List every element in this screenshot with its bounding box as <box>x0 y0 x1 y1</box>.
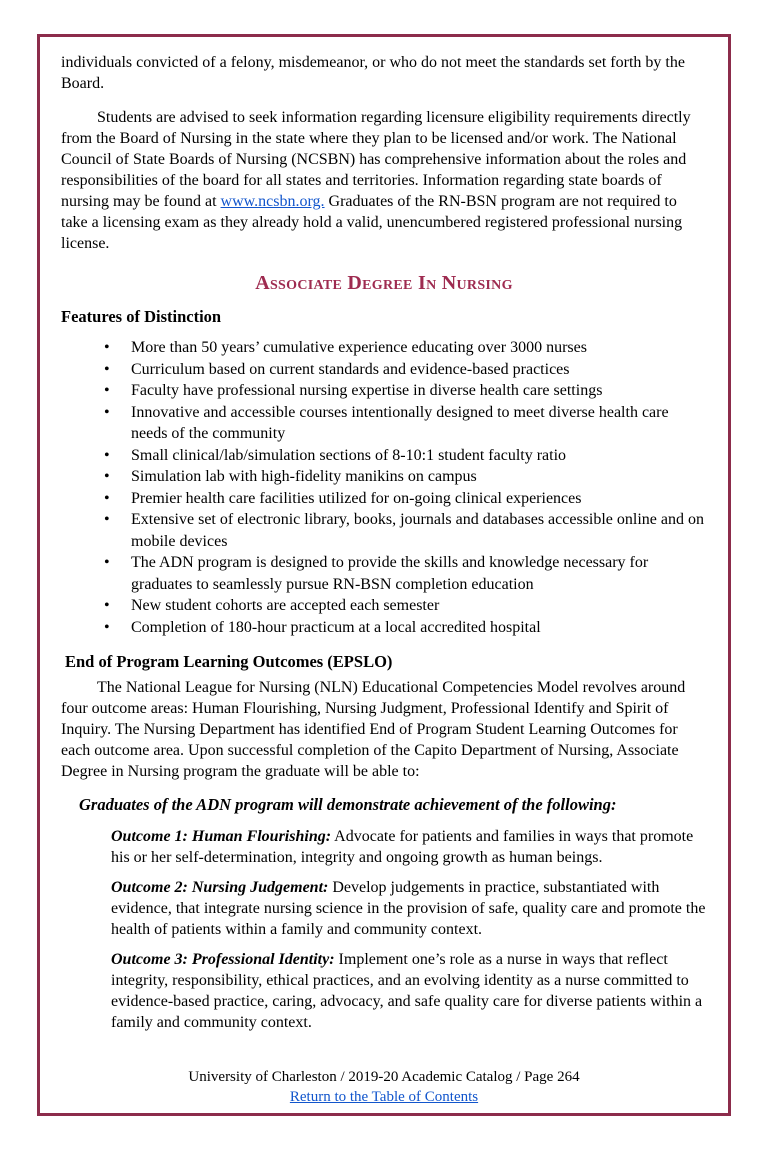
outcome-text: Advocate for patients and families in ways that promote his or her self-determination, integrity and ongoing growth as human beings. <box>111 828 694 866</box>
outcomes-list <box>61 826 707 1042</box>
catalog-page-frame <box>37 34 731 1116</box>
footer-citation-line: University of Charleston / 2019-20 Academic Catalog / Page 264 <box>188 1069 580 1085</box>
intro-continuation-paragraph: individuals convicted of a felony, misdemeanor, or who do not meet the standards set forth by the Board. <box>61 54 685 92</box>
feature-list-item: • Simulation lab with high-fidelity manikins on campus <box>131 466 707 488</box>
licensure-text-post: Graduates of the RN-BSN program are not required to take a licensing exam as they already hold a valid, unencumbered registered professional nursing license. <box>61 193 683 252</box>
outcome-label: Outcome 1: Human Flourishing: <box>111 828 332 845</box>
section-heading-associate-degree: Associate Degree In Nursing <box>255 272 513 294</box>
epslo-heading: End of Program Learning Outcomes (EPSLO) <box>65 652 393 671</box>
licensure-paragraph <box>61 107 707 254</box>
ncsbn-link[interactable]: www.ncsbn.org. <box>220 193 325 210</box>
outcome-paragraph <box>111 949 707 1033</box>
graduates-statement: Graduates of the ADN program will demonstrate achievement of the following: <box>79 795 617 814</box>
licensure-text-pre: Students are advised to seek information regarding licensure eligibility requirements directly from the Board of Nursing in the state where they plan to be licensed and/or work. The National Council of State Boards of Nursing (NCSBN) has comprehensive information about the roles and responsibilities of the board for all states and territories. Information regarding state boards of nursing may be found at <box>61 109 691 210</box>
feature-list-item: • Small clinical/lab/simulation sections of 8-10:1 student faculty ratio <box>131 445 707 467</box>
feature-list-item: • New student cohorts are accepted each semester <box>131 595 707 617</box>
return-to-toc-link[interactable]: Return to the Table of Contents <box>289 1089 479 1105</box>
outcome-label: Outcome 2: Nursing Judgement: <box>111 879 329 896</box>
page-footer <box>61 1067 707 1109</box>
feature-list-item: • The ADN program is designed to provide the skills and knowledge necessary for graduates to seamlessly pursue RN-BSN completion education <box>131 552 707 595</box>
feature-list-item: • Curriculum based on current standards and evidence-based practices <box>131 359 707 381</box>
feature-list-item: • Extensive set of electronic library, books, journals and databases accessible online and on mobile devices <box>131 509 707 552</box>
outcome-text: Develop judgements in practice, substantiated with evidence, that integrate nursing science in the provision of safe, quality care and promote the health of patients within a family and community context. <box>111 879 706 938</box>
features-of-distinction-heading: Features of Distinction <box>61 307 222 326</box>
outcome-paragraph <box>111 877 707 940</box>
features-list <box>61 337 707 638</box>
feature-list-item: • Faculty have professional nursing expertise in diverse health care settings <box>131 380 707 402</box>
feature-list-item: • Innovative and accessible courses intentionally designed to meet diverse health care needs of the community <box>131 402 707 445</box>
outcome-label: Outcome 3: Professional Identity: <box>111 951 335 968</box>
feature-list-item: • Premier health care facilities utilized for on-going clinical experiences <box>131 488 707 510</box>
feature-list-item: • More than 50 years’ cumulative experience educating over 3000 nurses <box>131 337 707 359</box>
outcome-paragraph <box>111 826 707 868</box>
feature-list-item: • Completion of 180-hour practicum at a local accredited hospital <box>131 617 707 639</box>
outcome-text: Implement one’s role as a nurse in ways that reflect integrity, responsibility, ethical practices, and an evolving identity as a nurse committed to evidence-based practice, caring, advocacy, and safe quality care for diverse patients within a family and community context. <box>111 951 703 1031</box>
nln-paragraph: The National League for Nursing (NLN) Educational Competencies Model revolves around four outcome areas: Human Flourishing, Nursing Judgment, Professional Identify and Spirit of Inquiry. The Nursing Department has identified End of Program Student Learning Outcomes for each outcome area. Upon successful completion of the Capito Department of Nursing, Associate Degree in Nursing program the graduate will be able to: <box>61 679 686 780</box>
